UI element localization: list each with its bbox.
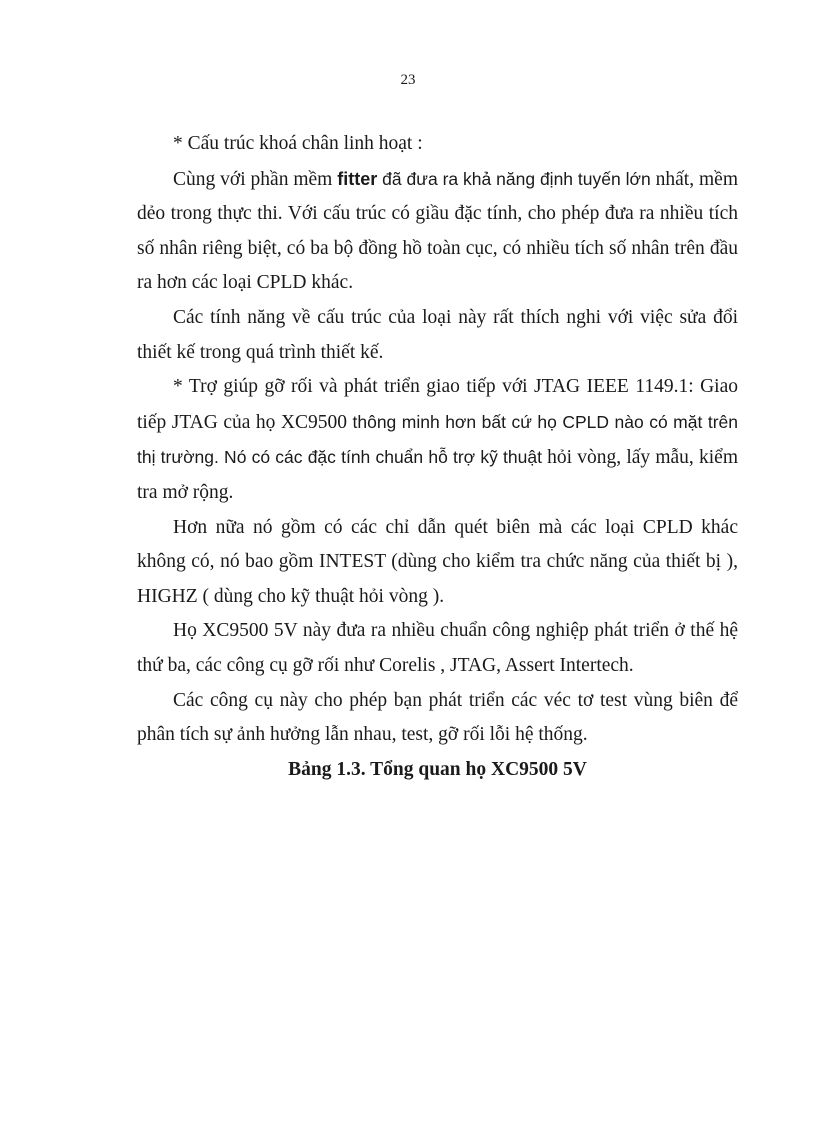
paragraph-architecture: Các tính năng về cấu trúc của loại này rất thích nghi với việc sửa đổi thiết kế trong quá trình thiết kế.	[137, 306, 738, 363]
text-run-sans: thông minh hơn bất cứ họ CPLD nào có mặt trên thị trường. Nó có các đặc tính chuẩn hỗ trợ kỹ thuật	[137, 411, 738, 468]
text-run: * Trợ giúp gỡ rối và phát triển giao tiếp với JTAG IEEE 1149.1: Giao tiếp JTAG của họ XC9500	[137, 376, 738, 433]
paragraph-jtag	[137, 370, 738, 510]
text-run-sans: đã đưa ra khả năng định tuyến lớn	[377, 168, 651, 189]
text-run: nhất, mềm dẻo trong thực thi. Với cấu trúc có giầu đặc tính, cho phép đưa ra nhiều tích số nhân riêng biệt, có ba bộ đồng hồ toàn cục, có nhiều tích số nhân trên đầu ra hơn các loại CPLD khác.	[137, 168, 738, 294]
paragraph-fitter	[137, 162, 738, 301]
text-run: hỏi vòng, lấy mẫu, kiểm tra mở rộng.	[137, 447, 738, 503]
paragraph-test-vectors: Các công cụ này cho phép bạn phát triển các véc tơ test vùng biên để phân tích sự ảnh hưởng lẫn nhau, test, gỡ rối lỗi hệ thống.	[137, 689, 738, 746]
table-caption: Bảng 1.3. Tổng quan họ XC9500 5V	[288, 758, 587, 780]
text-run: Cùng với phần mềm	[173, 168, 338, 190]
paragraph-boundary-scan: Hơn nữa nó gồm có các chỉ dẫn quét biên mà các loại CPLD khác không có, nó bao gồm INTEST (dùng cho kiểm tra chức năng của thiết bị ), HIGHZ ( dùng cho kỹ thuật hỏi vòng ).	[137, 516, 738, 607]
body-text	[137, 127, 738, 787]
paragraph-xc9500-tools: Họ XC9500 5V này đưa ra nhiều chuẩn công nghiệp phát triển ở thế hệ thứ ba, các công cụ gỡ rối như Corelis , JTAG, Assert Intertech.	[137, 620, 738, 676]
page-number: 23	[400, 72, 416, 88]
heading-pin-locking: * Cấu trúc khoá chân linh hoạt :	[173, 133, 423, 154]
fitter-term: fitter	[337, 168, 378, 189]
